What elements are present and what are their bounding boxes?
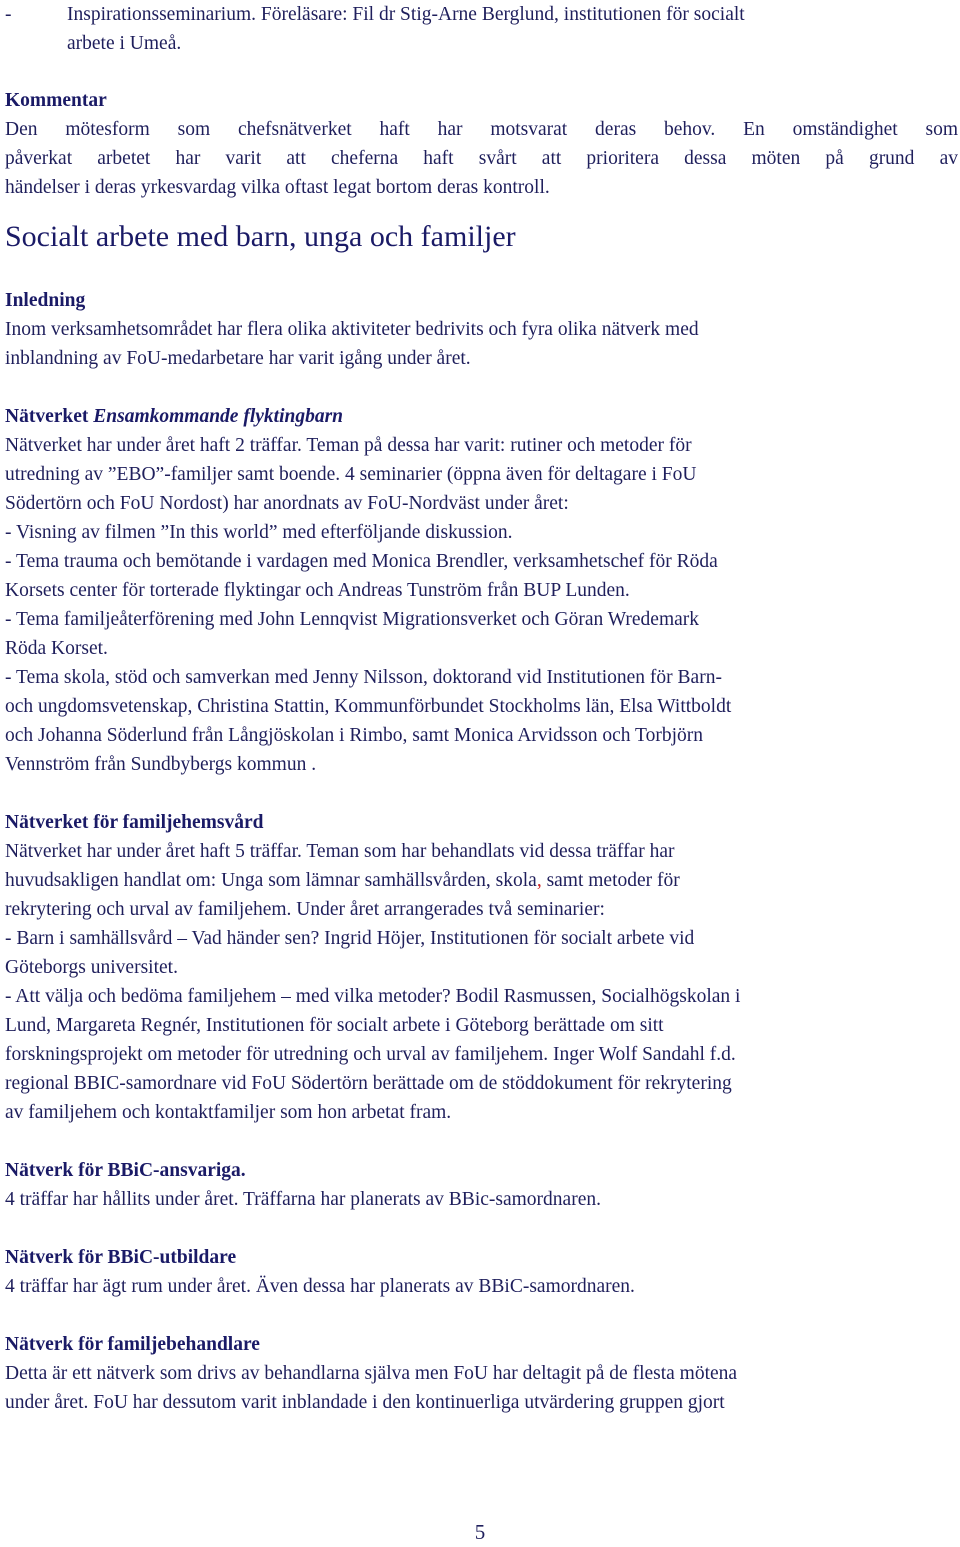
page-number: 5 (474, 1520, 486, 1544)
paragraph-line: påverkat arbetet har varit att cheferna haft svårt att prioritera dessa möten på grund av (5, 148, 958, 169)
paragraph-line: - Tema skola, stöd och samverkan med Jenny Nilsson, doktorand vid Institutionen för Barn- (5, 667, 722, 688)
paragraph-line: utredning av ”EBO”-familjer samt boende. 4 seminarier (öppna även för deltagare i FoU (5, 464, 697, 485)
kommentar-section (5, 86, 958, 202)
paragraph-line: 4 träffar har ägt rum under året. Även dessa har planerats av BBiC-samordnaren. (5, 1276, 635, 1297)
paragraph-line: forskningsprojekt om metoder för utredning och urval av familjehem. Inger Wolf Sandahl f.d. (5, 1044, 736, 1065)
paragraph-line: under året. FoU har dessutom varit inblandade i den kontinuerliga utvärdering gruppen gjort (5, 1392, 725, 1413)
familjebehandlare-section (5, 1330, 958, 1417)
paragraph-line: Röda Korset. (5, 638, 108, 659)
familjebehandlare-heading: Nätverk för familjebehandlare (5, 1334, 260, 1355)
paragraph-line: Inom verksamhetsområdet har flera olika aktiviteter bedrivits och fyra olika nätverk med (5, 319, 699, 340)
bullet-text-line: Inspirationsseminarium. Föreläsare: Fil dr Stig-Arne Berglund, institutionen för socialt (67, 4, 745, 25)
ensamkommande-body (5, 431, 958, 779)
ensamkommande-section (5, 402, 958, 779)
paragraph-line: - Tema familjeåterförening med John Lennqvist Migrationsverket och Göran Wredemark (5, 609, 700, 630)
inledning-heading: Inledning (5, 290, 86, 311)
bullet-text-line: arbete i Umeå. (67, 33, 182, 54)
familjehemsvard-heading: Nätverket för familjehemsvård (5, 812, 264, 833)
paragraph-line: - Barn i samhällsvård – Vad händer sen? Ingrid Höjer, Institutionen för socialt arbete vid (5, 928, 695, 949)
bbic-ansvariga-section (5, 1156, 958, 1214)
red-comma: , (536, 870, 542, 891)
familjehemsvard-section (5, 808, 958, 1127)
paragraph-line: Korsets center för torterade flyktingar och Andreas Tunström från BUP Lunden. (5, 580, 630, 601)
ensamkommande-heading: Nätverket Ensamkommande flyktingbarn (5, 406, 344, 427)
bbic-utbildare-heading: Nätverk för BBiC-utbildare (5, 1247, 237, 1268)
familjehemsvard-body (5, 895, 958, 1127)
paragraph-line: - Tema trauma och bemötande i vardagen med Monica Brendler, verksamhetschef för Röda (5, 551, 718, 572)
bullet-dash: - (5, 4, 12, 25)
paragraph-line: Nätverket har under året haft 2 träffar. Teman på dessa har varit: rutiner och metoder för (5, 435, 692, 456)
inledning-section (5, 286, 958, 373)
ensamkommande-heading-italic: Ensamkommande flyktingbarn (93, 406, 344, 427)
paragraph-line: rekrytering och urval av familjehem. Under året arrangerades två seminarier: (5, 899, 605, 920)
paragraph-line: 4 träffar har hållits under året. Träffarna har planerats av BBic-samordnaren. (5, 1189, 601, 1210)
paragraph-line: regional BBIC-samordnare vid FoU Södertörn berättade om de stöddokument för rekrytering (5, 1073, 732, 1094)
paragraph-line: av familjehem och kontaktfamiljer som hon arbetat fram. (5, 1102, 452, 1123)
paragraph-line: inblandning av FoU-medarbetare har varit igång under året. (5, 348, 471, 369)
bbic-utbildare-section (5, 1243, 958, 1301)
paragraph-line: Lund, Margareta Regnér, Institutionen för socialt arbete i Göteborg berättade om sitt (5, 1015, 664, 1036)
paragraph-line: Södertörn och FoU Nordost) har anordnats av FoU-Nordväst under året: (5, 493, 569, 514)
section-title: Socialt arbete med barn, unga och familjer (5, 220, 516, 253)
paragraph-line: - Att välja och bedöma familjehem – med vilka metoder? Bodil Rasmussen, Socialhögskolan i (5, 986, 741, 1007)
paragraph-line: och ungdomsvetenskap, Christina Stattin, Kommunförbundet Stockholms län, Elsa Wittboldt (5, 696, 732, 717)
paragraph-line: Vennström från Sundbybergs kommun . (5, 754, 317, 775)
paragraph-line: Göteborgs universitet. (5, 957, 178, 978)
paragraph-line: Detta är ett nätverk som drivs av behandlarna själva men FoU har deltagit på de flesta mötena (5, 1363, 738, 1384)
paragraph-line: händelser i deras yrkesvardag vilka oftast legat bortom deras kontroll. (5, 177, 550, 198)
kommentar-heading: Kommentar (5, 90, 107, 111)
paragraph-line: - Visning av filmen ”In this world” med efterföljande diskussion. (5, 522, 513, 543)
bbic-ansvariga-heading: Nätverk för BBiC-ansvariga. (5, 1160, 246, 1181)
paragraph-line: Nätverket har under året haft 5 träffar. Teman som har behandlats vid dessa träffar har (5, 841, 675, 862)
paragraph-line: och Johanna Söderlund från Långjöskolan i Rimbo, samt Monica Arvidsson och Torbjörn (5, 725, 704, 746)
paragraph-line: Den mötesform som chefsnätverket haft har motsvarat deras behov. En omständighet som (5, 119, 958, 140)
intro-bullet (5, 0, 958, 58)
document-page (5, 0, 958, 1417)
paragraph-line: huvudsakligen handlat om: Unga som lämnar samhällsvården, skola, samt metoder för (5, 870, 680, 891)
